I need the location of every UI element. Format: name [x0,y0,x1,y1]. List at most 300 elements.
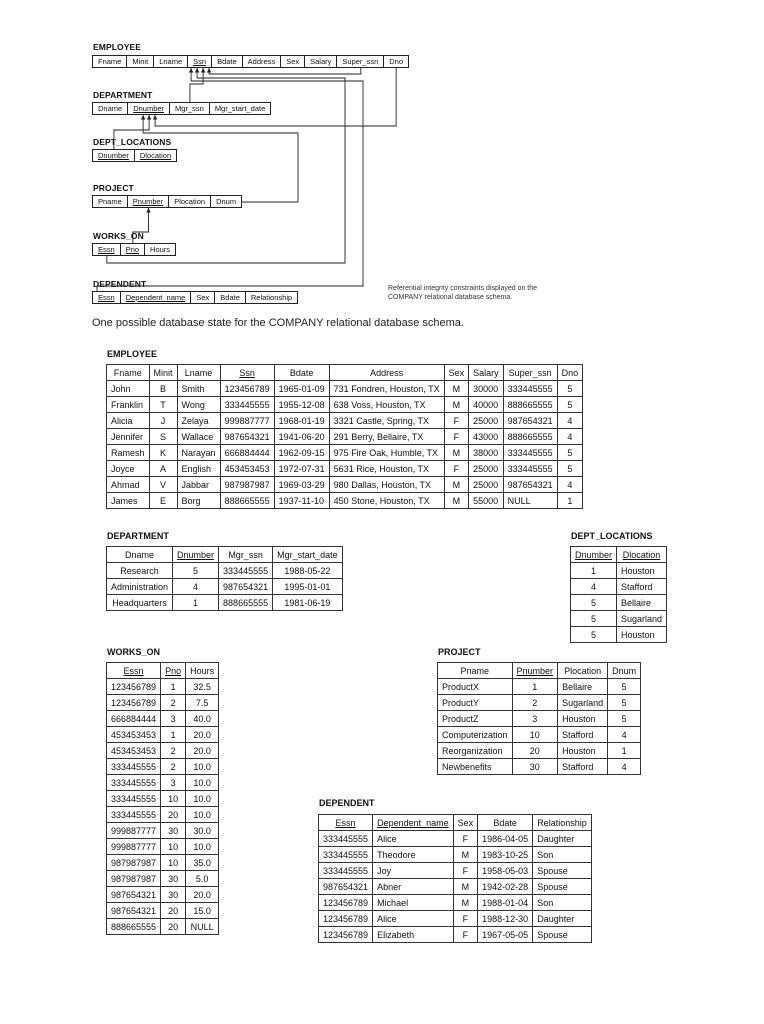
table-cell: M [444,397,469,413]
table-cell: 987654321 [107,887,161,903]
table-cell: 888665555 [503,397,557,413]
table-row [107,679,219,695]
table-cell: A [149,461,177,477]
schema-attr-relationship: Relationship [250,293,293,302]
schema-attr-pno: Pno [121,244,145,255]
table-cell: 20 [161,919,186,935]
schema-attr-mgr-ssn: Mgr_ssn [170,103,210,114]
table-cell: Abner [373,879,454,895]
table-row [107,563,343,579]
table-row [107,445,583,461]
table-cell: M [444,445,469,461]
table-cell: 55000 [469,493,504,509]
table-cell: 333445555 [503,461,557,477]
employee-table [106,364,583,509]
schema-attr-hours: Hours [150,245,171,254]
column-header: Dname [107,547,173,563]
dept-locations-table [570,546,667,643]
column-header: Plocation [558,663,608,679]
table-row [107,919,219,935]
table-cell: 32.5 [186,679,219,695]
super-ssn-arrow-line [209,67,361,74]
table-cell: 333445555 [107,759,161,775]
table-cell: ProductZ [438,711,513,727]
table-cell: 10.0 [186,759,219,775]
table-cell: 333445555 [107,791,161,807]
pno-arrow-line [133,208,149,244]
table-cell: 1 [608,743,641,759]
table-row [107,759,219,775]
table-row [107,461,583,477]
table-row [571,595,667,611]
table-cell: ProductY [438,695,513,711]
table-cell: 3 [161,775,186,791]
schema-project-title: PROJECT [93,183,134,193]
table-cell: 999887777 [220,413,274,429]
table-cell: John [107,381,150,397]
schema-attr-dlocation: Dlocation [139,151,172,160]
table-cell: 638 Voss, Houston, TX [329,397,444,413]
table-cell: 40.0 [186,711,219,727]
table-cell: 1 [161,679,186,695]
table-cell: 3321 Castle, Spring, TX [329,413,444,429]
table-cell: Narayan [177,445,220,461]
table-cell: 20.0 [186,887,219,903]
table-cell: 888665555 [503,429,557,445]
table-row [107,839,219,855]
table-row [438,759,641,775]
table-cell: F [444,461,469,477]
table-cell: 888665555 [107,919,161,935]
table-cell: 333445555 [107,807,161,823]
column-header: Pno [161,663,186,679]
table-cell: 30.0 [186,823,219,839]
table-cell: 333445555 [220,397,274,413]
employee-table-title: EMPLOYEE [107,349,158,359]
table-cell: J [149,413,177,429]
table-cell: V [149,477,177,493]
table-cell: Bellaire [617,595,667,611]
table-cell: 1 [557,493,583,509]
table-row [107,823,219,839]
table-cell: 5631 Rice, Houston, TX [329,461,444,477]
table-cell: 4 [608,727,641,743]
table-cell: 1969-03-29 [274,477,329,493]
schema-attr-dependent-name: Dependent_name [121,292,192,303]
column-header: Dnum [608,663,641,679]
table-cell: English [177,461,220,477]
schema-attr-dname: Dname [93,103,128,114]
schema-attr-bdate: Bdate [212,56,243,67]
table-cell: Alice [373,831,454,847]
table-cell: 5 [557,397,583,413]
table-cell: 333445555 [503,381,557,397]
table-cell: 30000 [469,381,504,397]
table-cell: 980 Dallas, Houston, TX [329,477,444,493]
schema-attr-ssn: Ssn [188,56,212,67]
table-cell: 5.0 [186,871,219,887]
table-cell: 10.0 [186,775,219,791]
column-header: Dnumber [173,547,219,563]
schema-attr-bdate: Bdate [215,292,246,303]
table-cell: 333445555 [319,847,373,863]
table-cell: F [444,429,469,445]
works-on-table-title: WORKS_ON [107,647,161,657]
table-cell: 15.0 [186,903,219,919]
figure-caption: One possible database state for the COMPANY relational database schema. [92,317,464,329]
dependent-essn-arrow-line [97,68,363,292]
table-cell: NULL [503,493,557,509]
table-cell: 10 [161,839,186,855]
table-cell: 333445555 [503,445,557,461]
table-cell: 10 [512,727,558,743]
table-cell: 1988-05-22 [273,563,343,579]
table-cell: 987654321 [107,903,161,919]
table-cell: Ramesh [107,445,150,461]
table-cell: 4 [608,759,641,775]
project-table [437,662,641,775]
table-cell: Stafford [558,759,608,775]
table-row [107,493,583,509]
works-on-essn-arrow-line [107,68,345,263]
table-header-row [319,815,592,831]
table-cell: 1 [571,563,617,579]
table-cell: 20.0 [186,727,219,743]
schema-attr-plocation: Plocation [169,196,211,207]
table-row [438,743,641,759]
table-cell: Franklin [107,397,150,413]
table-row [107,743,219,759]
table-cell: 987987987 [107,871,161,887]
table-cell: 450 Stone, Houston, TX [329,493,444,509]
table-header-row [107,547,343,563]
table-cell: Administration [107,579,173,595]
schema-attr-sex: Sex [281,56,305,67]
department-table [106,546,343,611]
table-cell: 10 [161,791,186,807]
table-cell: 5 [557,381,583,397]
table-row [107,595,343,611]
table-header-row [107,663,219,679]
table-cell: 999887777 [107,823,161,839]
table-cell: M [444,493,469,509]
column-header: Sex [453,815,478,831]
table-cell: 1983-10-25 [478,847,533,863]
table-cell: M [453,895,478,911]
table-cell: 30 [161,871,186,887]
table-row [107,775,219,791]
table-cell: Newbenefits [438,759,513,775]
schema-department-title: DEPARTMENT [93,90,153,100]
table-cell: Elizabeth [373,927,454,943]
schema-works-on-title: WORKS_ON [93,231,144,241]
schema-attr-mgr-start-date: Mgr_start_date [214,104,266,113]
table-cell: 987654321 [503,413,557,429]
schema-attr-dnumber: Dnumber [93,150,135,161]
table-cell: Houston [558,711,608,727]
table-cell: 5 [571,627,617,643]
table-cell: 1937-11-10 [274,493,329,509]
table-row [107,903,219,919]
column-header: Pname [438,663,513,679]
table-cell: Borg [177,493,220,509]
table-row [107,579,343,595]
table-cell: 987654321 [219,579,273,595]
schema-attr-super-ssn: Super_ssn [337,56,384,67]
schema-attr-pnumber: Pnumber [128,196,169,207]
table-cell: Houston [558,743,608,759]
table-cell: 20 [161,903,186,919]
schema-attr-address: Address [243,56,282,67]
table-cell: T [149,397,177,413]
table-cell: Headquarters [107,595,173,611]
column-header: Dlocation [617,547,667,563]
referential-integrity-arrows [0,0,764,330]
table-row [438,679,641,695]
table-row [107,477,583,493]
table-cell: 3 [512,711,558,727]
table-cell: 123456789 [319,895,373,911]
table-row [107,727,219,743]
column-header: Super_ssn [503,365,557,381]
table-cell: 1972-07-31 [274,461,329,477]
table-cell: 43000 [469,429,504,445]
table-cell: 30 [161,887,186,903]
table-cell: 666884444 [220,445,274,461]
table-cell: 1955-12-08 [274,397,329,413]
table-row [107,855,219,871]
table-cell: 453453453 [107,743,161,759]
table-cell: Smith [177,381,220,397]
dependent-table-title: DEPENDENT [319,798,375,808]
table-cell: F [453,911,478,927]
table-cell: F [444,413,469,429]
table-cell: 2 [161,695,186,711]
table-cell: ProductX [438,679,513,695]
schema-attr-dno: Dno [389,57,404,66]
table-row [319,831,592,847]
table-cell: 1942-02-28 [478,879,533,895]
column-header: Dnumber [571,547,617,563]
table-cell: Stafford [617,579,667,595]
table-cell: Jennifer [107,429,150,445]
table-cell: 5 [608,711,641,727]
arrowhead [141,115,145,120]
schema-attr-lname: Lname [154,56,188,67]
table-cell: 25000 [469,477,504,493]
column-header: Essn [319,815,373,831]
table-cell: 4 [557,429,583,445]
table-cell: 1941-06-20 [274,429,329,445]
table-cell: 1 [173,595,219,611]
table-cell: Daughter [533,911,592,927]
table-cell: 4 [557,413,583,429]
table-row [107,695,219,711]
table-cell: Spouse [533,927,592,943]
table-cell: E [149,493,177,509]
table-cell: Spouse [533,863,592,879]
mgr-ssn-arrow-line [190,68,203,103]
table-row [571,563,667,579]
column-header: Salary [469,365,504,381]
table-row [107,381,583,397]
table-cell: 1958-05-03 [478,863,533,879]
table-cell: 40000 [469,397,504,413]
table-cell: 4 [173,579,219,595]
table-cell: Michael [373,895,454,911]
column-header: Dependent_name [373,815,454,831]
table-cell: 453453453 [107,727,161,743]
column-header: Lname [177,365,220,381]
column-header: Bdate [478,815,533,831]
schema-attr-salary: Salary [305,56,337,67]
table-cell: 30 [161,823,186,839]
table-cell: 10 [161,855,186,871]
schema-dept-locations-title: DEPT_LOCATIONS [93,137,172,147]
table-cell: 987987987 [107,855,161,871]
table-cell: M [453,879,478,895]
column-header: Pnumber [512,663,558,679]
table-cell: 123456789 [319,927,373,943]
column-header: Relationship [533,815,592,831]
table-cell: 123456789 [220,381,274,397]
column-header: Mgr_start_date [273,547,343,563]
table-cell: S [149,429,177,445]
table-cell: Wallace [177,429,220,445]
table-cell: Computerization [438,727,513,743]
table-cell: 1962-09-15 [274,445,329,461]
table-header-row [571,547,667,563]
column-header: Mgr_ssn [219,547,273,563]
column-header: Address [329,365,444,381]
table-cell: 2 [512,695,558,711]
table-cell: 5 [608,695,641,711]
table-cell: 20 [161,807,186,823]
table-cell: 1967-05-05 [478,927,533,943]
table-row [438,727,641,743]
column-header: Ssn [220,365,274,381]
table-header-row [107,365,583,381]
table-cell: Sugarland [558,695,608,711]
arrowhead [153,115,157,120]
table-cell: M [444,477,469,493]
schema-dependent-title: DEPENDENT [93,279,147,289]
table-cell: 38000 [469,445,504,461]
schema-attr-essn: Essn [93,292,121,303]
table-cell: 25000 [469,413,504,429]
table-cell: 2 [161,759,186,775]
table-cell: Ahmad [107,477,150,493]
table-row [107,429,583,445]
table-row [571,611,667,627]
schema-employee-title: EMPLOYEE [93,42,142,52]
table-cell: James [107,493,150,509]
table-cell: 25000 [469,461,504,477]
table-cell: 5 [571,595,617,611]
table-cell: 20 [512,743,558,759]
table-cell: 7.5 [186,695,219,711]
column-header: Bdate [274,365,329,381]
dept-locations-dnumber-arrow-line [114,115,149,150]
table-cell: 888665555 [220,493,274,509]
table-row [107,413,583,429]
table-cell: 291 Berry, Bellaire, TX [329,429,444,445]
table-cell: Wong [177,397,220,413]
table-cell: 1988-01-04 [478,895,533,911]
table-cell: 888665555 [219,595,273,611]
table-row [571,627,667,643]
table-cell: Son [533,895,592,911]
column-header: Sex [444,365,469,381]
table-cell: 999887777 [107,839,161,855]
table-row [319,911,592,927]
table-cell: 5 [557,461,583,477]
table-cell: 1988-12-30 [478,911,533,927]
table-cell: Alicia [107,413,150,429]
table-cell: M [444,381,469,397]
table-cell: 987654321 [503,477,557,493]
table-cell: Joy [373,863,454,879]
column-header: Hours [186,663,219,679]
table-cell: 5 [173,563,219,579]
department-table-title: DEPARTMENT [107,531,169,541]
table-cell: 10.0 [186,839,219,855]
table-cell: 4 [557,477,583,493]
table-cell: 5 [557,445,583,461]
table-cell: 987987987 [220,477,274,493]
table-cell: 10.0 [186,791,219,807]
table-row [319,879,592,895]
table-cell: 453453453 [220,461,274,477]
table-cell: 1968-01-19 [274,413,329,429]
table-cell: Bellaire [558,679,608,695]
table-row [107,871,219,887]
arrowhead [207,68,211,73]
table-cell: 333445555 [219,563,273,579]
table-cell: F [453,831,478,847]
table-cell: 987654321 [319,879,373,895]
table-cell: 333445555 [107,775,161,791]
table-row [571,579,667,595]
column-header: Dno [557,365,583,381]
table-cell: 3 [161,711,186,727]
table-cell: 123456789 [107,695,161,711]
table-cell: 1981-06-19 [273,595,343,611]
schema-attr-dnum: Dnum [216,197,237,206]
schema-attr-fname: Fname [93,56,127,67]
dependent-table [318,814,592,943]
table-row [107,397,583,413]
works-on-table [106,662,219,935]
table-cell: Joyce [107,461,150,477]
arrowhead [147,115,151,120]
schema-attr-sex: Sex [191,292,215,303]
table-cell: 333445555 [319,863,373,879]
table-cell: 10.0 [186,807,219,823]
table-cell: Stafford [558,727,608,743]
dept-locations-table-title: DEPT_LOCATIONS [571,531,653,541]
table-cell: 5 [608,679,641,695]
schema-attr-minit: Minit [127,56,154,67]
table-row [319,863,592,879]
table-cell: 975 Fire Oak, Humble, TX [329,445,444,461]
table-cell: 987654321 [220,429,274,445]
schema-attr-dnumber: Dnumber [128,103,170,114]
table-row [107,887,219,903]
table-cell: 1 [512,679,558,695]
table-cell: Spouse [533,879,592,895]
table-cell: Houston [617,563,667,579]
